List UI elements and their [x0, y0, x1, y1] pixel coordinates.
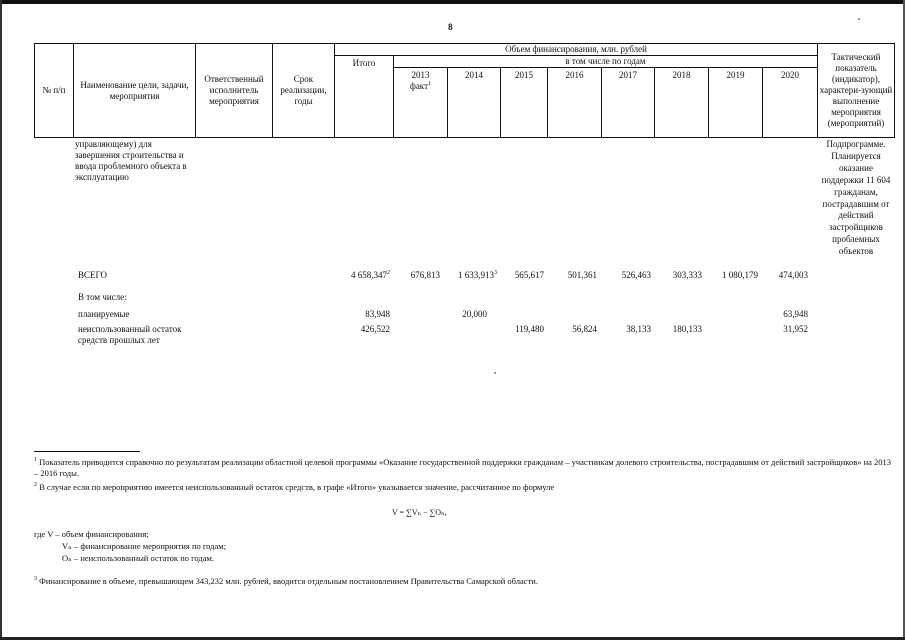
- total-row-2018: 303,333: [672, 270, 702, 280]
- planned-row-2020: 63,948: [783, 309, 808, 319]
- footnote-1-text: Показатель приводится справочно по результатам реализации областной целевой программы «Оказание государственной поддержки гражданам – участникам долевого строительства, пострадавшим от действий застройщиков» на 2013 – 2016 годы.: [34, 457, 892, 478]
- footnote-2-text: В случае если по мероприятию имеется неиспользованный остаток средств, в графе «Итого» указывается значение, рассчитанное по формуле: [37, 482, 555, 492]
- total-row-2014-footnote-mark: 3: [494, 270, 497, 276]
- year-2013: 2013: [411, 70, 430, 80]
- footnote-1: [34, 457, 894, 479]
- header-col-num-label: № п/п: [42, 85, 66, 95]
- header-total: [334, 55, 394, 138]
- total-row-2015: 565,617: [514, 270, 544, 280]
- header-by-years-label: в том числе по годам: [565, 56, 646, 66]
- header-year-2013-label: [410, 70, 431, 92]
- header-total-label: Итого: [352, 58, 376, 68]
- header-year-2019: [708, 67, 763, 138]
- header-col-responsible-label: Ответственный исполнитель мероприятия: [204, 74, 264, 106]
- page-frame-top: [0, 0, 905, 4]
- formula-where-v: где V – объем финансирования;: [34, 529, 149, 539]
- header-year-2017-label: 2017: [619, 70, 637, 80]
- financing-formula: V = ∑Vₙ − ∑Oₙ,: [392, 508, 447, 517]
- header-year-2014: [447, 67, 501, 138]
- page-frame-left: [0, 0, 2, 640]
- total-row-label: ВСЕГО: [78, 270, 107, 280]
- total-row-2019: 1 080,179: [722, 270, 758, 280]
- total-row-total-footnote-mark: 2: [387, 270, 390, 276]
- header-col-name: [73, 43, 196, 138]
- footnote-3: [34, 576, 894, 587]
- total-row-2013: 676,813: [410, 270, 440, 280]
- footnote-2-mark: 2: [34, 482, 37, 489]
- unused-row-2018: 180,133: [672, 324, 702, 334]
- formula-on-definition: Oₙ – неиспользованный остаток по годам.: [62, 553, 214, 563]
- header-year-2020: [762, 67, 818, 138]
- tactical-indicator-text: Подпрограмме. Планируется оказание поддержки 11 604 гражданам, пострадавшим от действий застройщиков проблемных объектов: [821, 139, 891, 257]
- header-col-responsible: [195, 43, 273, 138]
- planned-row-2014: 20,000: [462, 309, 487, 319]
- total-row-2014: [443, 270, 497, 281]
- total-row-total: [334, 270, 390, 281]
- total-row-2014-value: 1 633,913: [458, 270, 494, 280]
- footnote-3-mark: 3: [34, 576, 37, 583]
- total-row-total-value: 4 658,347: [351, 270, 387, 280]
- planned-row-label: планируемые: [78, 309, 130, 319]
- footnote-2: [34, 482, 894, 493]
- header-year-2017: [601, 67, 655, 138]
- header-year-2014-label: 2014: [465, 70, 483, 80]
- unused-row-2015: 119,480: [515, 324, 544, 334]
- header-year-2018: [654, 67, 709, 138]
- year-2013-footnote-mark: 1: [428, 81, 431, 87]
- footnote-1-mark: 1: [34, 457, 37, 464]
- header-year-2018-label: 2018: [672, 70, 691, 80]
- header-year-2016-label: 2016: [565, 70, 584, 80]
- footnote-3-text: Финансирование в объеме, превышающем 343,232 млн. рублей, вводится отдельным постановлением Правительства Самарской области.: [37, 576, 538, 586]
- planned-row-total: 83,948: [365, 309, 390, 319]
- total-row-2020: 474,003: [778, 270, 808, 280]
- header-year-2019-label: 2019: [726, 70, 745, 80]
- scan-speck: [494, 372, 496, 374]
- header-year-2015-label: 2015: [515, 70, 533, 80]
- header-year-2013: [393, 67, 448, 138]
- unused-row-2017: 38,133: [626, 324, 651, 334]
- header-col-tactical-label: Тактический показатель (индикатор), характери-зующий выполнение мероприятия (мероприятий): [819, 52, 893, 128]
- header-year-2020-label: 2020: [781, 70, 799, 80]
- including-label: В том числе:: [78, 292, 127, 302]
- unused-row-2020: 31,952: [783, 324, 808, 334]
- scan-speck: [858, 18, 860, 20]
- unused-row-2016: 56,824: [572, 324, 597, 334]
- header-year-2016: [547, 67, 602, 138]
- footnote-separator: [34, 451, 140, 452]
- total-row-2017: 526,463: [621, 270, 651, 280]
- unused-row-total: 426,522: [360, 324, 390, 334]
- header-col-term-label: Срок реализации, годы: [280, 74, 327, 106]
- header-col-num: [34, 43, 74, 138]
- header-financing-title-label: Объем финансирования, млн. рублей: [505, 44, 647, 54]
- total-row-2016: 501,361: [567, 270, 597, 280]
- header-col-name-label: Наименование цели, задачи, мероприятия: [80, 79, 189, 101]
- header-col-term: [272, 43, 335, 138]
- header-col-tactical: [817, 43, 895, 138]
- formula-vn-definition: Vₙ – финансирование мероприятия по годам;: [62, 541, 226, 551]
- header-year-2015: [500, 67, 548, 138]
- page-number: 8: [448, 22, 453, 32]
- continued-activity-name: управляющему) для завершения строительства и ввода проблемного объекта в эксплуатацию: [75, 139, 187, 182]
- year-2013-note: факт: [409, 81, 428, 91]
- unused-row-label: неиспользованный остаток средств прошлых лет: [78, 324, 182, 345]
